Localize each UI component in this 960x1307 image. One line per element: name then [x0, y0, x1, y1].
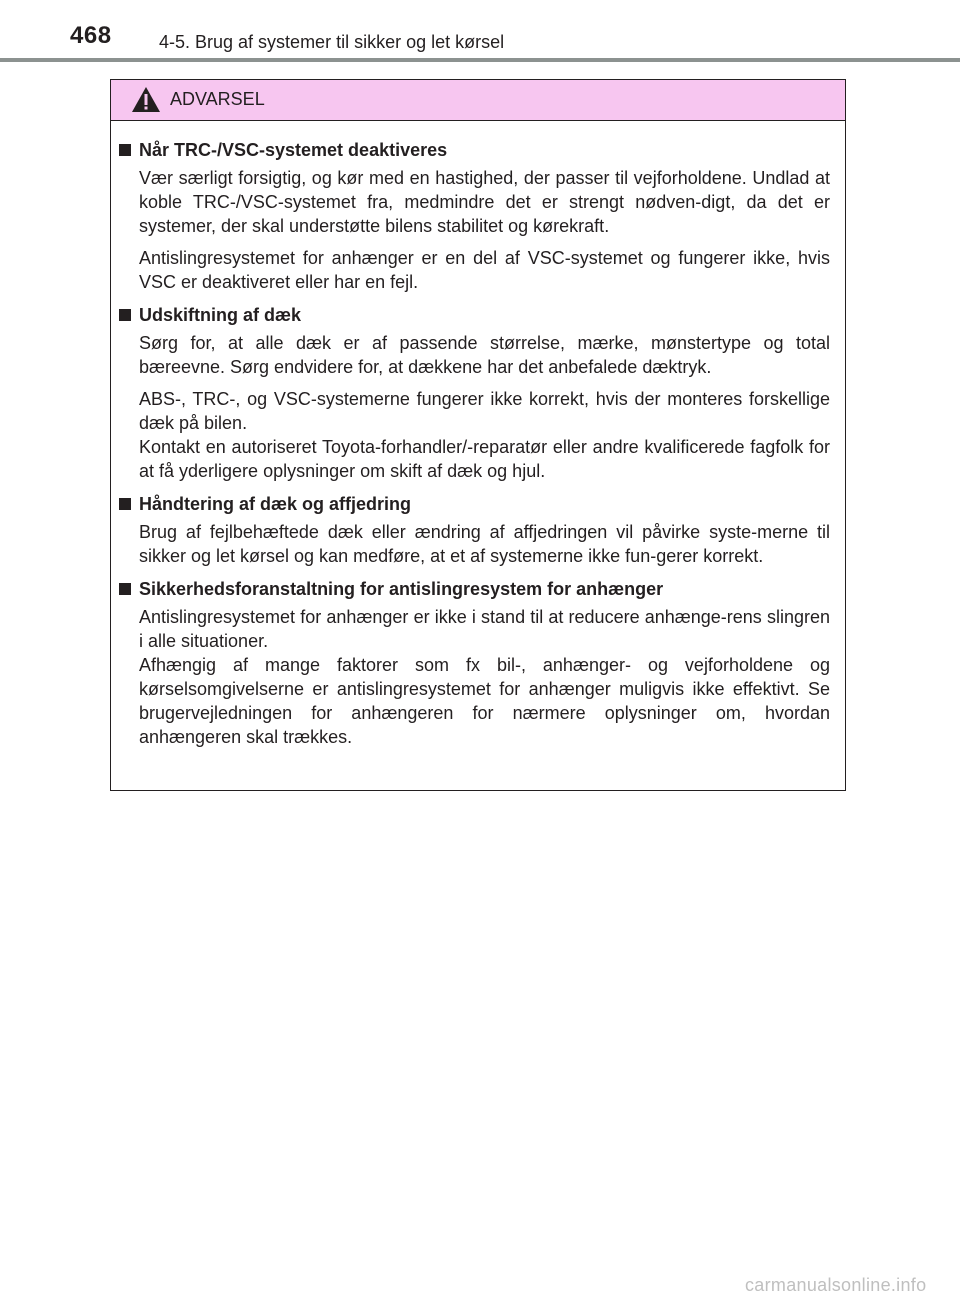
item-heading-text: Når TRC-/VSC-systemet deaktiveres: [139, 140, 448, 160]
warning-content: [111, 121, 845, 749]
paragraph-line: Antislingresystemet for anhænger er en del af VSC-systemet og fungerer ikke, hvis VSC er deaktiveret eller har en fejl.: [139, 248, 830, 292]
warning-item: [111, 303, 830, 483]
item-heading-text: Sikkerhedsforanstaltning for antislingresystem for anhænger: [139, 579, 664, 599]
item-heading: [111, 303, 830, 327]
section-title: 4-5. Brug af systemer til sikker og let kørsel: [159, 32, 505, 52]
warning-item: [111, 492, 830, 568]
item-paragraph: [111, 605, 830, 749]
square-bullet-icon: [119, 498, 131, 510]
item-heading: [111, 577, 830, 601]
warning-title: ADVARSEL: [170, 89, 265, 109]
item-paragraph: [111, 166, 830, 238]
square-bullet-icon: [119, 309, 131, 321]
item-heading-text: Håndtering af dæk og affjedring: [139, 494, 412, 514]
paragraph-line: Kontakt en autoriseret Toyota-forhandler/-reparatør eller andre kvalificerede fagfolk for at få yderligere oplysninger om skift af dæk og hjul.: [139, 437, 830, 481]
item-heading-text: Udskiftning af dæk: [139, 305, 302, 325]
item-paragraph: [111, 246, 830, 294]
watermark: carmanualsonline.info: [745, 1275, 927, 1295]
paragraph-line: Vær særligt forsigtig, og kør med en hastighed, der passer til vejforholdene. Undlad at koble TRC-/VSC-systemet fra, medmindre det er strengt nødven-digt, da det er systemer, der skal understøtte bilens stabilitet og kørekraft.: [139, 168, 830, 236]
warning-box: [110, 79, 846, 791]
paragraph-line: Antislingresystemet for anhænger er ikke i stand til at reducere anhænge-rens slingren i alle situationer.: [139, 607, 830, 651]
page-header: [0, 0, 960, 52]
square-bullet-icon: [119, 144, 131, 156]
header-rule: [0, 58, 960, 62]
paragraph-line: Afhængig af mange faktorer som fx bil-, anhænger- og vejforholdene og kørselsomgivelserne er antislingresystemet for anhænger muligvis ikke effektivt. Se brugervejledningen for anhængeren for nærmere oplysninger om, hvordan anhængeren skal trækkes.: [139, 655, 830, 747]
item-paragraph: [111, 520, 830, 568]
paragraph-line: Sørg for, at alle dæk er af passende størrelse, mærke, mønstertype og total bæreevne. Sørg endvidere for, at dækkene har det anbefalede dæktryk.: [139, 333, 830, 377]
item-paragraph: [111, 331, 830, 379]
paragraph-line: ABS-, TRC-, og VSC-systemerne fungerer ikke korrekt, hvis der monteres forskellige dæk på bilen.: [139, 389, 830, 433]
item-heading: [111, 138, 830, 162]
warning-triangle-icon: [131, 86, 161, 113]
square-bullet-icon: [119, 583, 131, 595]
warning-header: [111, 80, 845, 121]
page-number: 468: [70, 22, 112, 49]
paragraph-line: Brug af fejlbehæftede dæk eller ændring af affjedringen vil påvirke syste-merne til sikker og let kørsel og kan medføre, at et af systemerne ikke fun-gerer korrekt.: [139, 522, 830, 566]
warning-item: [111, 577, 830, 749]
warning-item: [111, 138, 830, 294]
item-heading: [111, 492, 830, 516]
item-paragraph: [111, 387, 830, 483]
